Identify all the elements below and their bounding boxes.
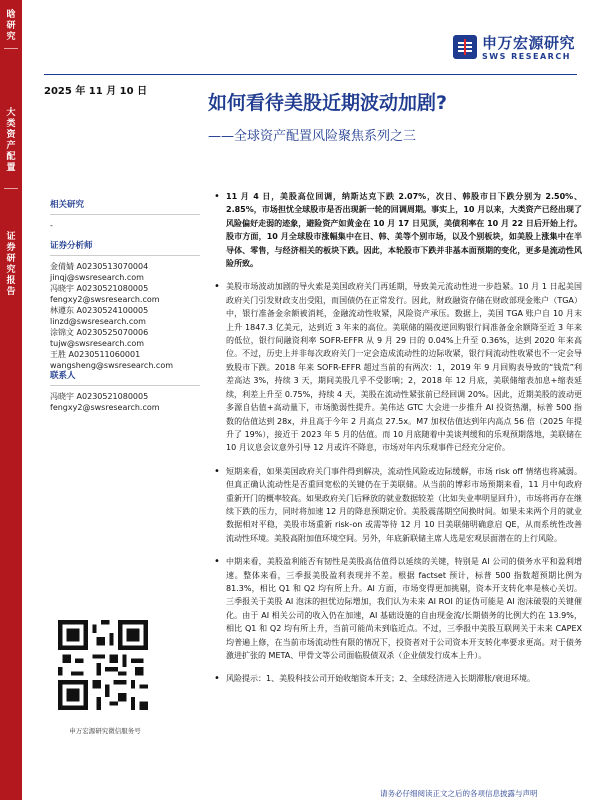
analyst-line: 冯晓宇 A0230521080005 — [50, 284, 149, 293]
sidebar-label-asset-allocation: 大 类 资 产 配 置 — [6, 108, 16, 173]
company-logo — [452, 30, 577, 72]
logo-english-name: SWS RESEARCH — [482, 52, 571, 61]
paragraph-text: 中期来看，美股盈利能否有韧性是美股高估值得以延续的关键，特别是 AI 公司的债务水平和盈利增速。整体来看，三季报美股盈利表现并不差。根据 factset 预计，标普 500 指数超预期比例为 81.3%，相比 Q1 和 Q2 均有所上升。AI 方面，市场变得更加挑剔，资本开支转化率是核心关切。三季报关于美股 AI 泡沫的担忧边际增加，我们认为未来 AI ROI 的证伪可能是 AI 泡沫破裂的关键催化。由于 AI 相关公司的收入仍在加速，AI 基础设施的自由现金流/长期债务的比例大约在 13.9%，相比 Q1 和 Q2 均有所上升，当前可能尚未到临近点。不过，三季报中美股互联网关于未来 CAPEX 均普遍上修，在当前市场流动性有限的情况下，投资者对于公司资本开支转化率要求更高。对于债务激进扩张的 META、甲骨文等公司面临股债双杀（企业债发行成本上升）。 — [226, 557, 582, 660]
summary-body — [212, 190, 582, 696]
paragraph-text: 美股市场波动加剧的导火索是美国政府关门再延期，导致美元流动性进一步趋紧。10 月 1 日起美国政府关门引发财政支出受阻，而国债仍在正常发行。因此，财政融资存储在财政部现金账户（TGA）中，银行准备金余额被消耗，金融流动性收紧，风险资产承压。数据上，美国 TGA 账户自 10 月末上升 1847.3 亿美元，达到近 3 年来的高位。美联储的隔夜逆回购银行间准备金余额降至近 3 年来的低位，银行间融资利率 SOFR-EFFR 从 9 月 29 日的 0.04%上升至 0.36%，达到 2020 年来高位。不过，历史上并非每次政府关门一定会造成流动性的边际收紧，银行间流动性收紧也不一定会导致股市下跌。2018 年来 SOFR-EFFR 超过当前的有两次：1，2019 年 9 月回购表导致的“钱荒”利差高达 3%，持续 3 天，期间美股几乎不受影响；2，2018 年 12 月底，美联储缩表加息+缩表延续，利差上升至 0.75%，持续 4 天，美股在流动性紧张前已经回调 20%。因此，近期美股的波动更多源自估值+高动量下，市场脆弱性提升。美伟达 GTC 大会进一步推升 AI 投资热潮，标普 500 指数的估值达到 28x，并且高于今年 2 月高点 27.5x。M7 加权估值达到年内高点 56 倍（2025 年提升了 19%），接近于 2023 年 5 月的估值。而 10 月底随着中美谈判缓和的乐观预期落地，美联储在 10 月议息会议意外引导 12 月或许不降息，市场对年内乐观事件已经充分定价。 — [226, 282, 582, 453]
analyst-line: 金倩婧 A0230513070004 — [50, 262, 149, 271]
divider — [50, 385, 200, 386]
analyst-email[interactable]: jinqj@swsresearch.com — [50, 273, 144, 282]
qr-code-icon — [58, 620, 148, 710]
summary-paragraph — [212, 465, 582, 545]
analyst-email[interactable]: fengxy2@swsresearch.com — [50, 295, 160, 304]
summary-paragraph — [212, 190, 582, 270]
report-date: 2025 年 11 月 10 日 — [44, 86, 148, 97]
divider — [50, 214, 200, 215]
paragraph-text: 短期来看，如果美国政府关门事件得到解决，流动性风险或边际缓解，市场 risk off 情绪也将减弱。但真正确认流动性是否重回宽松的关键仍在于美联储。从当前的博彩市场预期来看，11 月中旬政府重新开门的概率较高。如果政府关门后释放的就业数据较差（比如失业率明显回升），市场将再存在继续下跌的压力，同时将加速 12 月的降息预期定价。美股震荡期空间换时间。如果未来两个月的就业数据相对平稳，美股市场重新 risk-on 或需等待 12 月 10 日美联储明确意启 QE，从而系统性改善流动性环境。美股高附加值环境空间。另外，年底新联储主席人选是宏观层面潜在的上行风险。 — [226, 466, 582, 543]
analyst-line: 林遵东 A0230524100005 — [50, 306, 149, 315]
summary-paragraph — [212, 555, 582, 662]
contact-line: 冯晓宇 A0230521080005 — [50, 392, 149, 401]
contact-email[interactable]: fengxy2@swsresearch.com — [50, 403, 160, 412]
header-rule — [44, 74, 577, 75]
sidebar-divider — [4, 188, 18, 189]
related-research-item: - — [50, 221, 53, 230]
sidebar-band — [0, 0, 22, 800]
logo-mark-icon — [452, 34, 478, 60]
report-title: 如何看待美股近期波动加剧? — [208, 92, 448, 114]
analyst-panel — [50, 200, 200, 413]
sidebar-label-research: 晗 研 究 — [6, 10, 16, 42]
logo-chinese-name: 申万宏源研究 — [482, 34, 576, 52]
report-subtitle: ——全球资产配置风险聚焦系列之三 — [208, 129, 417, 144]
analysts-heading: 证券分析师 — [50, 241, 93, 251]
contacts-heading: 联系人 — [50, 371, 76, 381]
summary-paragraph — [212, 280, 582, 454]
risk-warning — [212, 672, 582, 685]
analyst-line: 涂锦文 A0230525070006 — [50, 328, 149, 337]
sidebar-label-report-type: 证 券 研 究 报 告 — [6, 232, 16, 297]
related-research-heading: 相关研究 — [50, 200, 85, 210]
footer-disclaimer: 请务必仔细阅读正文之后的各项信息披露与声明 — [380, 789, 538, 798]
analyst-email[interactable]: wangsheng@swsresearch.com — [50, 361, 174, 370]
paragraph-text: 风险提示：1、美股科技公司开始收缩资本开支；2、全球经济进入长期滞胀/衰退环境。 — [226, 674, 535, 684]
analyst-email[interactable]: linzd@swsresearch.com — [50, 317, 146, 326]
qr-caption: 申万宏源研究微信服务号 — [69, 727, 141, 735]
divider — [50, 255, 200, 256]
paragraph-text: 11 月 4 日，美股高位回调，纳斯达克下跌 2.07%，次日、韩股市日下跌分别为 2.50%、2.85%，市场担忧全球股市是否出现新一轮的回调周期。事实上，10 月以来，大类资产已经出现了风险偏好走弱的迹象，避险资产如黄金在 10 月 17 日见顶，美债利率在 10 月 22 日后开始上行。股市方面，10 月全球股市涨幅集中在日、韩、美等个别市场，以及个别板块，如美股上涨集中在半导体、零售，与经济相关的板块下跌。因此，本轮股市下跌并非基本面预期的变化，更多是流动性风险所致。 — [226, 192, 582, 269]
sidebar-divider — [4, 48, 18, 49]
analyst-line: 王胜 A0230511060001 — [50, 350, 141, 359]
analyst-email[interactable]: tujw@swsresearch.com — [50, 339, 145, 348]
